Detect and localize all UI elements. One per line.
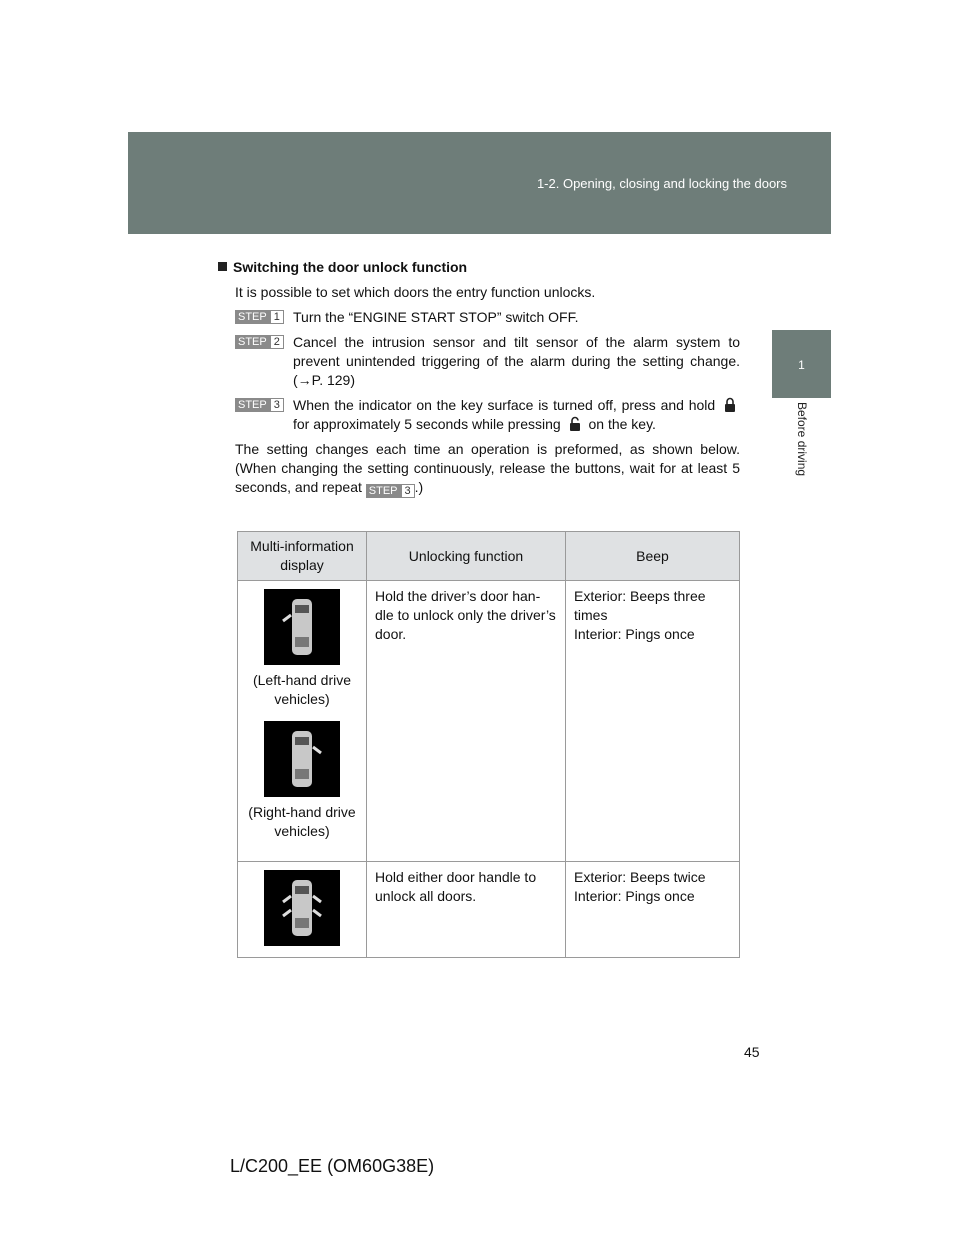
display-cell [238,581,367,862]
note-text-a: The setting changes each time an operation is preformed, as shown below. (When changing the setting continuously, release the buttons, wait for at least 5 seconds, and repeat [235,441,740,495]
beep-interior: Interior: Pings once [574,626,695,642]
chapter-label-text: Before driving [795,402,809,477]
unlock-icon [569,416,581,432]
step-text: Turn the “ENGINE START STOP” switch OFF. [293,309,579,325]
page-header [128,132,831,234]
beep-interior: Interior: Pings once [574,888,695,904]
step-text-b: for approximately 5 seconds while pressing [293,416,561,432]
function-cell: Hold either door handle to unlock all doors. [367,862,566,958]
right-hand-caption: (Right-hand drive vehicles) [248,804,356,839]
step-badge: STEP 1 [235,310,284,324]
section-heading [218,258,740,277]
beep-cell [566,862,740,958]
model-code: L/C200_EE (OM60G38E) [230,1156,435,1176]
chapter-number: 1 [798,358,805,372]
beep-exterior: Exterior: Beeps twice [574,869,706,885]
heading-text: Switching the door unlock function [233,259,468,275]
table-row [238,581,740,862]
note-text-b: .) [414,479,424,495]
bullet-square-icon [218,262,227,271]
lock-icon [724,397,736,413]
beep-exterior: Exterior: Beeps three times [574,588,706,623]
step-1 [235,308,740,327]
step-text: Cancel the intrusion sensor and tilt sensor of the alarm system to prevent unintended triggering of the alarm during the setting change. (→P. 129) [293,334,740,388]
step-text-c: on the key. [588,416,656,432]
column-header: Beep [566,532,740,581]
page-number: 45 [744,1044,760,1060]
step-badge: STEP 3 [235,398,284,412]
column-header: Unlocking function [367,532,566,581]
step-text-a: When the indicator on the key surface is turned off, press and hold [293,397,716,413]
chapter-tab [772,330,831,398]
settings-table [237,531,740,958]
step-3 [235,396,740,434]
car-top-view-icon [264,870,340,946]
column-header: Multi-information display [238,532,367,581]
car-top-view-icon [264,721,340,797]
step-2 [235,333,740,390]
left-hand-caption: (Left-hand drive vehicles) [252,672,352,707]
section-title: 1-2. Opening, closing and locking the doors [536,176,787,191]
step-badge: STEP 2 [235,335,284,349]
beep-cell [566,581,740,862]
note-text [235,440,740,498]
table-header-row [238,532,740,581]
car-top-view-icon [264,589,340,665]
display-cell [238,862,367,958]
function-cell: Hold the driver’s door han-dle to unlock only the driver’s door. [367,581,566,862]
step-badge-inline: STEP 3 [366,484,415,498]
main-content [218,258,740,498]
chapter-label [794,402,810,498]
intro-text: It is possible to set which doors the entry function unlocks. [235,284,596,300]
table-row [238,862,740,958]
